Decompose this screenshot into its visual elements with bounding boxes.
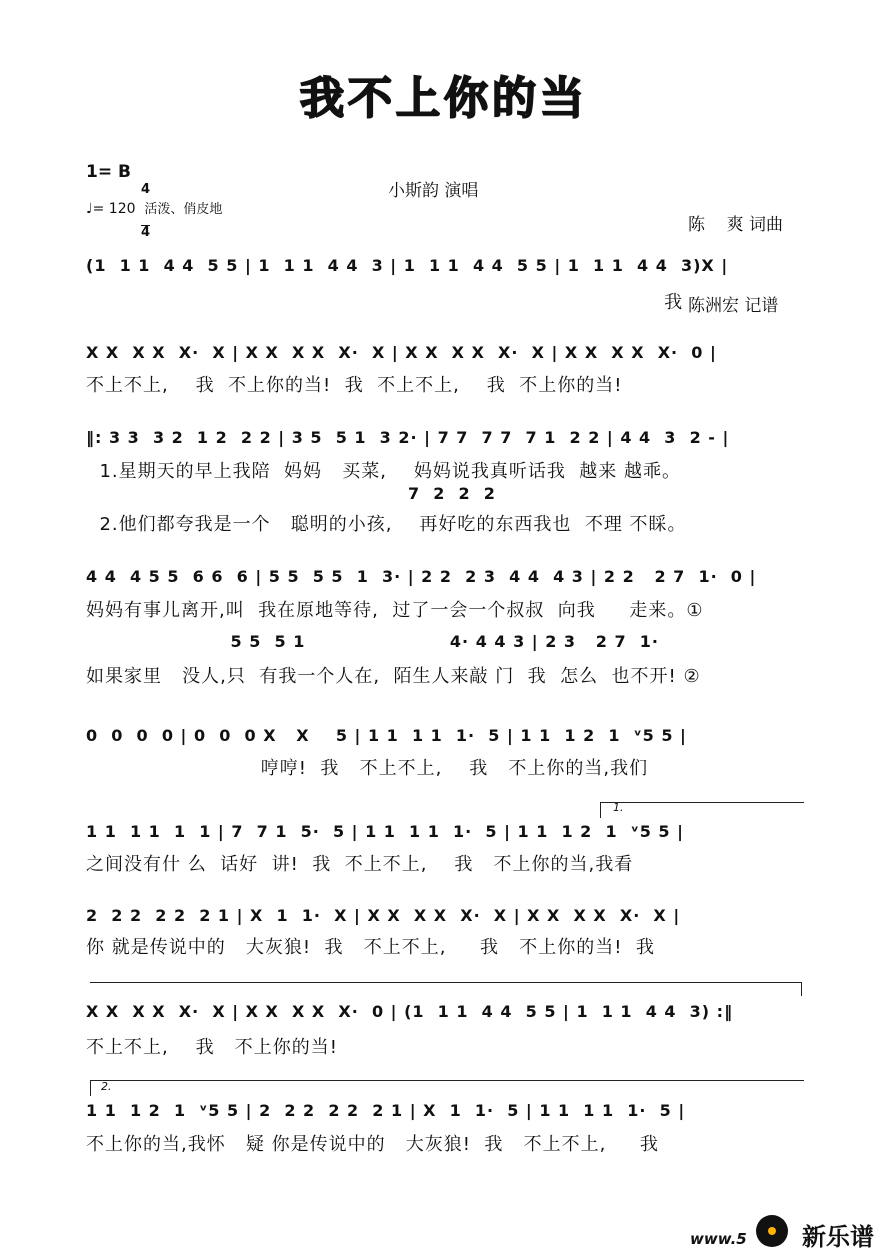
notation-line: 7 2 2 2 (86, 484, 496, 503)
notation-line: 4 4 4 5 5 6 6 6 | 5 5 5 5 1 3· | 2 2 2 3 4 4 4 3 | 2 2 2 7 1· 0 | (86, 567, 757, 586)
lyric-line: 我 (86, 292, 684, 313)
lyric-line: 1.星期天的早上我陪 妈妈 买菜, 妈妈说我真听话我 越来 越乖。 (86, 461, 681, 482)
volta-label-2: 2. (101, 1080, 112, 1093)
notation-line: 2 2 2 2 2 2 1 | X 1 1· X | X X X X X· X | X X X X X· X | (86, 906, 681, 925)
notation-line: 5 5 5 1 4· 4 4 3 | 2 3 2 7 1· (86, 632, 659, 651)
footer-site-url: www.5 (690, 1230, 747, 1248)
time-sig-top: 4 (141, 182, 151, 197)
volta-bracket-1 (600, 802, 804, 803)
volta-bracket-1-edge (600, 802, 601, 818)
notation-line: 0 0 0 0 | 0 0 0 X X 5 | 1 1 1 1 1· 5 | 1 1 1 2 1 ᵛ5 5 | (86, 726, 687, 745)
notation-line: X X X X X· X | X X X X X· 0 | (1 1 1 4 4 5 5 | 1 1 1 4 4 3) :‖ (86, 1002, 734, 1021)
lyric-line: 2.他们都夸我是一个 聪明的小孩, 再好吃的东西我也 不理 不睬。 (86, 514, 687, 535)
volta-bracket-2 (90, 1080, 804, 1081)
volta-bracket-2-edge (90, 1080, 91, 1096)
volta-bracket-1-end (801, 982, 802, 996)
credits (688, 158, 783, 347)
lyric-line: 妈妈有事儿离开,叫 我在原地等待, 过了一会一个叔叔 向我 走来。① (86, 600, 704, 621)
tempo-marking (86, 198, 222, 217)
song-title: 我不上你的当 (300, 73, 588, 124)
notation-line: X X X X X· X | X X X X X· X | X X X X X· X | X X X X X· 0 | (86, 343, 717, 362)
lyric-line: 你 就是传说中的 大灰狼! 我 不上不上, 我 不上你的当! 我 (86, 937, 655, 958)
lyric-line: 不上不上, 我 不上你的当! 我 不上不上, 我 不上你的当! (86, 375, 623, 396)
lyric-line: 不上不上, 我 不上你的当! (86, 1037, 338, 1058)
lyric-line: 如果家里 没人,只 有我一个人在, 陌生人来敲 门 我 怎么 也不开! ② (86, 666, 701, 687)
notation-line: (1 1 1 4 4 5 5 | 1 1 1 4 4 3 | 1 1 1 4 4 5 5 | 1 1 1 4 4 3)X | (86, 256, 729, 275)
tempo-description: 活泼、俏皮地 (144, 202, 223, 217)
notation-line: 1 1 1 1 1 1 | 7 7 1 5· 5 | 1 1 1 1 1· 5 | 1 1 1 2 1 ᵛ5 5 | (86, 822, 684, 841)
transcriber-credit: 陈洲宏 记谱 (688, 296, 779, 316)
lyric-line: 之间没有什 么 话好 讲! 我 不上不上, 我 不上你的当,我看 (86, 854, 634, 875)
lyric-line: 哼哼! 我 不上不上, 我 不上你的当,我们 (86, 758, 649, 779)
notation-line: 1 1 1 2 1 ᵛ5 5 | 2 2 2 2 2 2 1 | X 1 1· 5 | 1 1 1 1 1· 5 | (86, 1101, 686, 1120)
volta-label-1: 1. (613, 801, 624, 814)
tempo-value: = 120 (92, 201, 136, 217)
quarter-note-icon: ♩ (86, 201, 93, 217)
volta-bracket-1-extension (90, 982, 802, 983)
notation-line: ‖: 3 3 3 2 1 2 2 2 | 3 5 5 1 3 2· | 7 7 7 7 7 1 2 2 | 4 4 3 2 - | (86, 428, 730, 447)
lyricist-credit: 陈 爽 词曲 (688, 215, 784, 235)
lyric-line: 不上你的当,我怀 疑 你是传说中的 大灰狼! 我 不上不上, 我 (86, 1134, 659, 1155)
key-signature: 1= B (86, 162, 131, 182)
record-disc-icon (756, 1215, 788, 1247)
time-sig-bottom: 4 (141, 225, 151, 240)
brand-logo: 新乐谱 (802, 1223, 874, 1251)
singer-credit: 小斯韵 演唱 (388, 181, 479, 201)
